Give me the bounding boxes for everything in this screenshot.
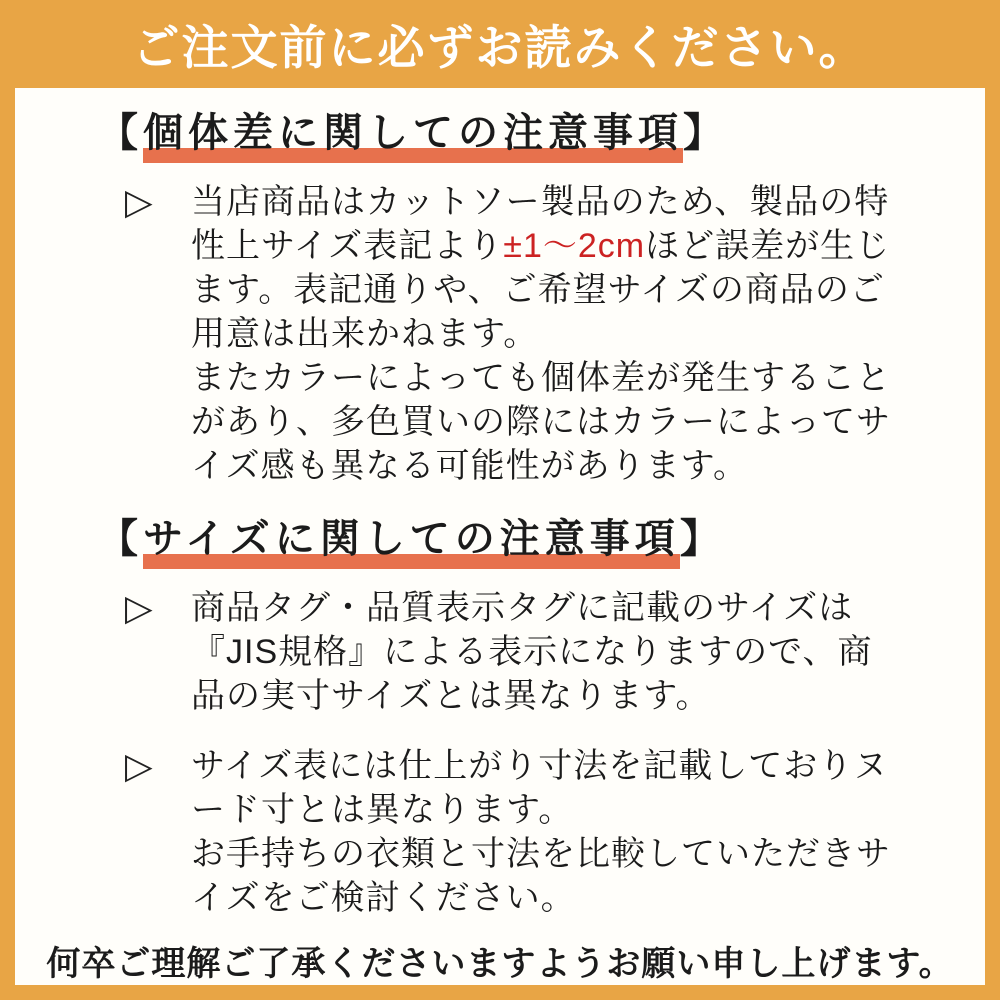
- section-heading-size: [98, 514, 985, 564]
- heading-title: サイズに関しての注意事項: [143, 517, 680, 569]
- text-segment: 当店商品はカットソー製品のため、製品の特性上サイズ表記より: [191, 183, 890, 265]
- text-segment: お手持ちの衣類と寸法を比較していただきサイズをご検討ください。: [191, 835, 891, 917]
- highlighted-tolerance-value: ±1〜2cm: [503, 227, 646, 265]
- section-heading-individual-difference: [98, 108, 985, 158]
- triangle-bullet-icon: ▷: [125, 181, 153, 222]
- top-banner: [0, 0, 1000, 88]
- heading-bracket-open: 【: [98, 517, 143, 561]
- text-segment: 商品タグ・品質表示タグに記載のサイズは『JIS規格』による表示になりますので、商品の実寸サイズとは異なります。: [191, 589, 873, 715]
- heading-bracket-close: 】: [683, 111, 728, 155]
- notice-item-text: [191, 180, 893, 488]
- notice-item-text: [191, 586, 893, 718]
- heading-title: 個体差に関しての注意事項: [143, 111, 683, 163]
- text-segment: またカラーによっても個体差が発生することがあり、多色買いの際にはカラーによってサイズ感も異なる可能性があります。: [191, 359, 891, 485]
- notice-item-text: [191, 744, 893, 920]
- top-banner-text: ご注文前に必ずお読みください。: [132, 20, 868, 74]
- notice-item: [125, 180, 985, 488]
- text-segment: サイズ表には仕上がり寸法を記載しておりヌード寸とは異なります。: [191, 747, 889, 829]
- notice-item: [125, 586, 985, 718]
- notice-item: [125, 744, 985, 920]
- text-segment: ほど誤差が生じます。表記通りや、ご希望サイズの商品のご用意は出来かねます。: [191, 227, 891, 353]
- triangle-bullet-icon: ▷: [125, 745, 153, 786]
- heading-bracket-open: 【: [98, 111, 143, 155]
- notice-content: [15, 88, 985, 985]
- closing-note: 何卒ご理解ご了承くださいますようお願い申し上げます。: [46, 945, 954, 983]
- heading-bracket-close: 】: [679, 517, 725, 561]
- triangle-bullet-icon: ▷: [125, 587, 153, 628]
